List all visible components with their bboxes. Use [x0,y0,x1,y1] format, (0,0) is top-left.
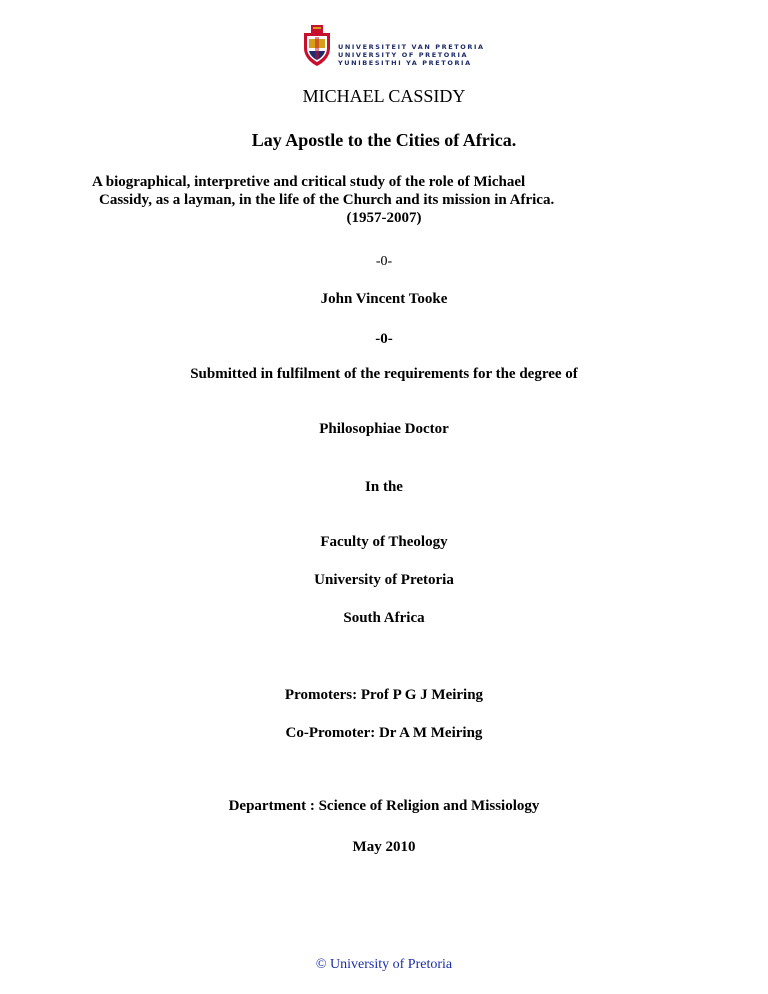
submission-date: May 2010 [352,839,416,855]
degree-name: Philosophiae Doctor [319,421,449,437]
university-name: University of Pretoria [314,572,454,588]
subtitle-years: (1957-2007) [346,210,422,226]
separator: -0- [375,254,393,269]
thesis-subtitle [60,173,708,227]
author-name: John Vincent Tooke [320,291,448,307]
subtitle-line-1: A biographical, interpretive and critical study of the role of Michael [92,174,526,190]
country-name: South Africa [343,610,425,626]
copyright-footer: © University of Pretoria [315,957,453,972]
promoters: Promoters: Prof P G J Meiring [284,687,484,703]
co-promoter: Co-Promoter: Dr A M Meiring [285,725,483,741]
in-the-label: In the [365,479,403,495]
faculty-name: Faculty of Theology [320,534,448,550]
subtitle-line-2: Cassidy, as a layman, in the life of the Church and its mission in Africa. [99,192,555,208]
logo-line-afrikaans: UNIVERSITEIT VAN PRETORIA [338,43,485,51]
university-logo [300,24,485,68]
logo-line-english: UNIVERSITY OF PRETORIA [338,51,469,59]
submission-statement: Submitted in fulfilment of the requirements for the degree of [190,366,578,382]
thesis-title: Lay Apostle to the Cities of Africa. [251,130,517,150]
logo-line-sepedi: YUNIBESITHI YA PRETORIA [338,59,472,67]
thesis-subject-name: MICHAEL CASSIDY [302,86,466,106]
university-logo-text [338,43,485,67]
separator: -0- [375,331,393,347]
department-name: Department : Science of Religion and Missiology [228,798,540,814]
university-crest-icon [300,24,334,68]
